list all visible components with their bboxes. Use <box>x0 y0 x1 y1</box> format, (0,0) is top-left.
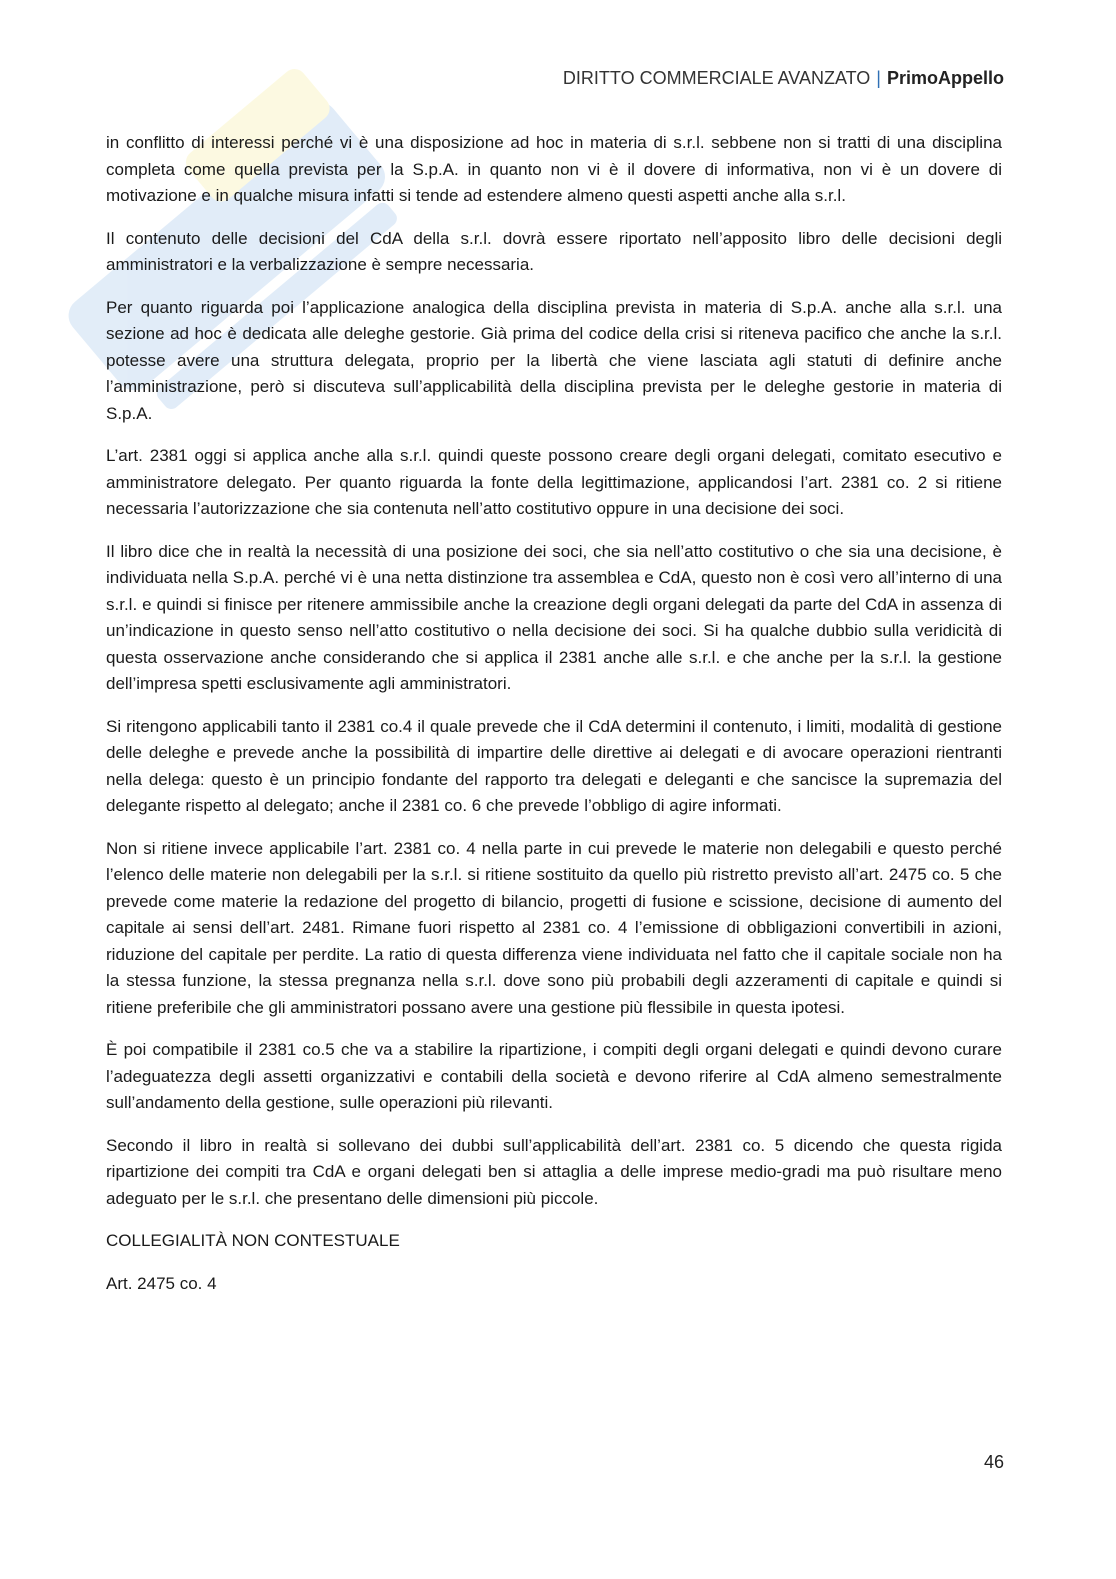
page-header <box>563 68 1004 89</box>
header-separator: | <box>876 68 881 88</box>
course-title: DIRITTO COMMERCIALE AVANZATO <box>562 68 871 88</box>
section-heading: COLLEGIALITÀ NON CONTESTUALE <box>106 1231 400 1250</box>
document-body <box>106 130 1002 1313</box>
paragraph-8: È poi compatibile il 2381 co.5 che va a stabilire la ripartizione, i compiti degli organi delegati e quindi devono curare l’adeguatezza degli assetti organizzativi e contabili della società e devono riferire al CdA almeno semestralmente sull’andamento della gestione, sulle operazioni più rilevanti. <box>106 1040 1002 1112</box>
page-number: 46 <box>983 1452 1004 1472</box>
brand-name: PrimoAppello <box>886 68 1004 88</box>
paragraph-2: Il contenuto delle decisioni del CdA della s.r.l. dovrà essere riportato nell’apposito libro delle decisioni degli amministratori e la verbalizzazione è sempre necessaria. <box>106 228 1002 274</box>
paragraph-3: Per quanto riguarda poi l’applicazione analogica della disciplina prevista in materia di S.p.A. anche alla s.r.l. una sezione ad hoc è dedicata alle deleghe gestorie. Già prima del codice della crisi si riteneva pacifico che anche la s.r.l. potesse avere una struttura delegata, proprio per la libertà che viene lasciata agli statuti di definire anche l’amministrazione, però si discuteva sull’applicabilità della disciplina prevista per le deleghe gestorie in materia di S.p.A. <box>106 297 1002 423</box>
paragraph-9: Secondo il libro in realtà si sollevano dei dubbi sull’applicabilità dell’art. 2381 co. 5 dicendo che questa rigida ripartizione dei compiti tra CdA e organi delegati ben si attaglia a delle imprese medio-gradi ma può risultare meno adeguato per le s.r.l. che presentano delle dimensioni più piccole. <box>106 1135 1002 1208</box>
paragraph-4: L’art. 2381 oggi si applica anche alla s.r.l. quindi queste possono creare degli organi delegati, comitato esecutivo e amministratore delegato. Per quanto riguarda la fonte della legittimazione, applicandosi l’art. 2381 co. 2 si ritiene necessaria l’autorizzazione che sia contenuta nell’atto costitutivo oppure in una decisione dei soci. <box>106 446 1002 518</box>
paragraph-1: in conflitto di interessi perché vi è una disposizione ad hoc in materia di s.r.l. sebbene non si tratti di una disciplina completa come quella prevista per la S.p.A. in quanto non vi è il dovere di informativa, non vi è un dovere di motivazione e in qualche misura infatti si tende ad estendere almeno questi aspetti anche alla s.r.l. <box>106 133 1002 205</box>
paragraph-7: Non si ritiene invece applicabile l’art. 2381 co. 4 nella parte in cui prevede le materie non delegabili e questo perché l’elenco delle materie non delegabili per la s.r.l. si ritiene sostituito da quello più ristretto previsto all’art. 2475 co. 5 che prevede come materie la redazione del progetto di bilancio, progetti di fusione e scissione, decisione di aumento del capitale ai sensi dell’art. 2481. Rimane fuori rispetto al 2381 co. 4 l’emissione di obbligazioni convertibili in azioni, riduzione del capitale per perdite. La ratio di questa differenza viene individuata nel fatto che il capitale sociale non ha la stessa funzione, la stessa pregnanza nella s.r.l. dove sono più probabili degli azzeramenti di capitale e quindi si ritiene preferibile che gli amministratori possano avere una gestione più flessibile in questa ipotesi. <box>106 838 1002 1017</box>
article-reference: Art. 2475 co. 4 <box>106 1273 217 1293</box>
paragraph-6: Si ritengono applicabili tanto il 2381 co.4 il quale prevede che il CdA determini il contenuto, i limiti, modalità di gestione delle deleghe e prevede anche la possibilità di impartire delle direttive ai delegati e di avocare operazioni rientranti nella delega: questo è un principio fondante del rapporto tra delegati e deleganti e che sancisce la supremazia del delegante rispetto al delegato; anche il 2381 co. 6 che prevede l’obbligo di agire informati. <box>106 716 1002 815</box>
paragraph-5: Il libro dice che in realtà la necessità di una posizione dei soci, che sia nell’atto costitutivo o che sia una decisione, è individuata nella S.p.A. perché vi è una netta distinzione tra assemblea e CdA, questo non è così vero all’interno di una s.r.l. e quindi si finisce per ritenere ammissibile anche la creazione degli organi delegati da parte del CdA in assenza di un’indicazione in questo senso nell’atto costitutivo o nella decisione dei soci. Si ha qualche dubbio sulla veridicità di questa osservazione anche considerando che si applica il 2381 anche alle s.r.l. e che anche per la s.r.l. la gestione dell’impresa spetti esclusivamente agli amministratori. <box>106 541 1002 693</box>
